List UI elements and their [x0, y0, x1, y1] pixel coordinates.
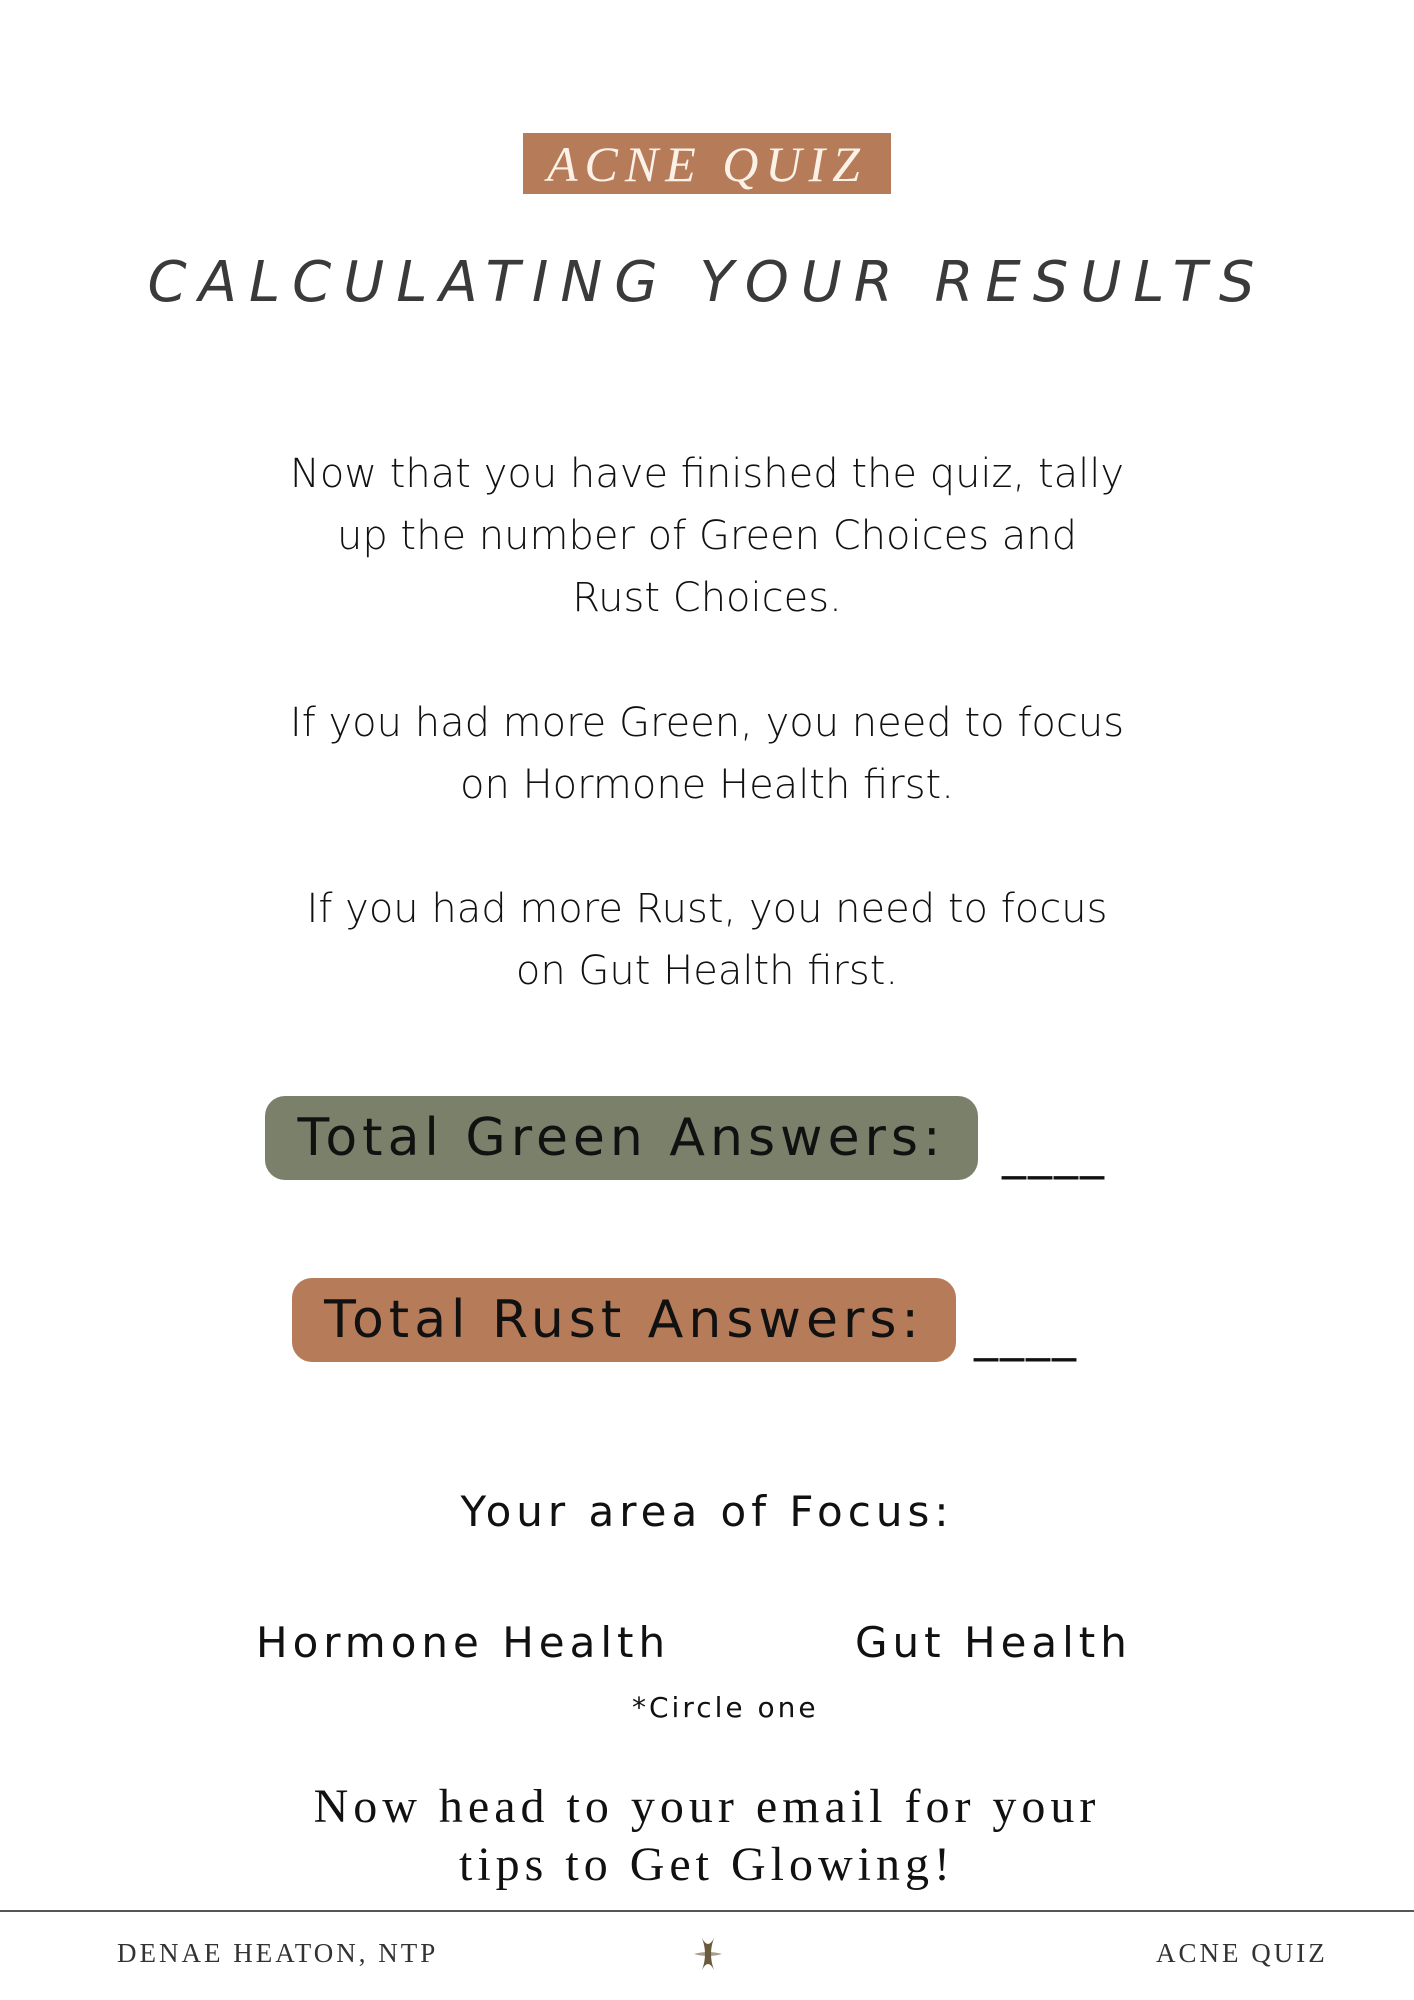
text-line: tips to Get Glowing! — [459, 1838, 955, 1891]
email-cta — [0, 1778, 1414, 1894]
total-green-label: Total Green Answers: — [265, 1096, 978, 1180]
green-rule-paragraph — [0, 692, 1414, 816]
total-green-blank[interactable]: ____ — [1002, 1124, 1106, 1180]
focus-label: Your area of Focus: — [460, 1487, 954, 1536]
rust-rule-paragraph — [0, 878, 1414, 1002]
total-rust-blank[interactable]: ____ — [974, 1306, 1078, 1362]
text-line: Rust Choices. — [572, 575, 842, 621]
text-line: on Gut Health first. — [515, 948, 899, 994]
sparkle-star-icon — [692, 1936, 724, 1972]
footer-divider — [0, 1910, 1414, 1912]
option-gut-health[interactable]: Gut Health — [855, 1618, 1132, 1667]
text-line: on Hormone Health first. — [460, 762, 954, 808]
total-rust-label: Total Rust Answers: — [292, 1278, 956, 1362]
quiz-badge: ACNE QUIZ — [523, 133, 891, 194]
text-line: Now head to your email for your — [313, 1780, 1101, 1833]
footer-author: DENAE HEATON, NTP — [117, 1938, 439, 1968]
circle-one-note: *Circle one — [632, 1691, 819, 1724]
text-line: If you had more Rust, you need to focus — [306, 886, 1108, 932]
text-line: up the number of Green Choices and — [336, 513, 1078, 559]
text-line: Now that you have finished the quiz, tally — [289, 451, 1125, 497]
intro-paragraph — [0, 443, 1414, 629]
footer-title: ACNE QUIZ — [1156, 1938, 1328, 1968]
page-title: CALCULATING YOUR RESULTS — [147, 250, 1267, 315]
option-hormone-health[interactable]: Hormone Health — [256, 1618, 671, 1667]
text-line: If you had more Green, you need to focus — [289, 700, 1125, 746]
